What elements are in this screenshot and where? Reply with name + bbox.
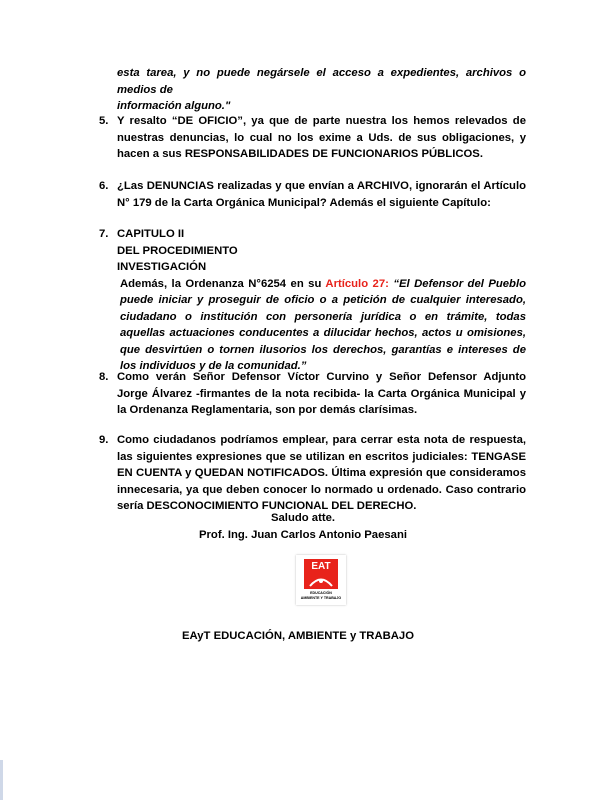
ordinance-lead: Además, la Ordenanza N°6254 en su	[120, 277, 326, 290]
footer-org: EAyT EDUCACIÓN, AMBIENTE y TRABAJO	[181, 630, 415, 642]
logo-red-block	[304, 559, 338, 589]
item-5-number: 5.	[99, 115, 109, 127]
item-7-number: 7.	[99, 228, 109, 240]
closing-greeting: Saludo atte.	[270, 512, 336, 524]
logo-line-2: AMBIENTE Y TRABAJO	[300, 596, 342, 600]
item-6-text: ¿Las DENUNCIAS realizadas y que envían a ARCHIVO, ignorarán el Artículo N° 179 de la Carta Orgánica Municipal? Además el siguiente Capítulo:	[117, 180, 526, 209]
article-27-reference: Artículo 27:	[325, 277, 389, 290]
item-9-text: Como ciudadanos podríamos emplear, para cerrar esta nota de respuesta, las siguientes expresiones que se utilizan en escritos judiciales: TENGASE EN CUENTA y QUEDAN NOTIFICADOS. Última expresión que consideramos innecesaria, ya que deben conocer lo normado u ordenado. Caso contrario sería DESCONOCIMIENTO FUNCIONAL DEL DERECHO.	[117, 434, 526, 512]
item-8-number: 8.	[99, 371, 109, 383]
item-8-text: Como verán Señor Defensor Víctor Curvino y Señor Defensor Adjunto Jorge Álvarez -firmantes de la nota recibida- la Carta Orgánica Municipal y la Ordenanza Reglamentaria, son por demás clarísimas.	[117, 371, 526, 416]
intro-line-1: esta tarea, y no puede negársele el acceso a expedientes, archivos o medios de	[117, 67, 526, 96]
eat-logo	[296, 555, 346, 605]
intro-quote	[117, 65, 526, 115]
item-9-number: 9.	[99, 434, 109, 446]
item-6-number: 6.	[99, 180, 109, 192]
item-7-block	[117, 226, 526, 375]
item-5-text: Y resalto “DE OFICIO”, ya que de parte nuestra los hemos relevados de nuestras denuncias, lo cual no los exime a Uds. de sus obligaciones, y hacen a sus RESPONSABILIDADES DE FUNCIONARIOS PÚBLICOS.	[117, 115, 526, 160]
page-edge-divider	[0, 760, 3, 800]
investigation-heading: INVESTIGACIÓN	[117, 261, 207, 273]
intro-line-2: información alguno."	[117, 100, 231, 112]
logo-acronym: EAT	[311, 561, 331, 572]
ordinance-paragraph	[117, 276, 526, 375]
logo-figure-icon	[308, 573, 334, 587]
chapter-heading: CAPITULO II	[117, 228, 185, 240]
article-27-quote: “El Defensor del Pueblo puede iniciar y proseguir de oficio o a petición de cualquier interesado, ciudadano o institución con personería jurídica o en trámite, todas aquellas actuaciones conducentes a dilucidar hechos, actos u omisiones, que desvirtúen o tornen ilusorios los derechos, garantías e intereses de los individuos y de la comunidad.”	[120, 277, 526, 372]
procedure-heading: DEL PROCEDIMIENTO	[117, 244, 238, 257]
signature: Prof. Ing. Juan Carlos Antonio Paesani	[199, 529, 407, 541]
logo-line-1: EDUCACIÓN	[310, 591, 332, 595]
